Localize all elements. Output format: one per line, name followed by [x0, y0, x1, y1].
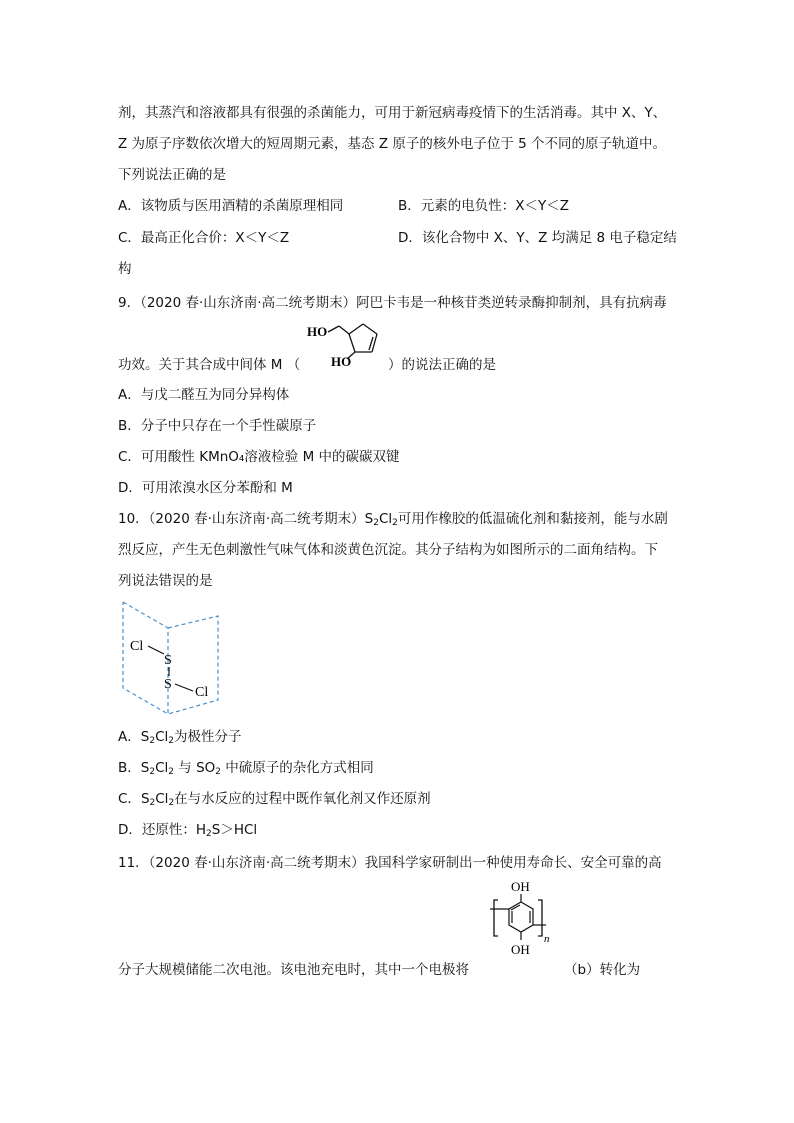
q10-option-d: D．还原性：$H_2S>HCl$	[118, 822, 258, 839]
q10-fig-s-bottom: S	[164, 677, 172, 692]
q8-option-c: C．最高正化合价：X＜Y＜Z	[118, 230, 290, 246]
q8-option-b: B．元素的电负性：X＜Y＜Z	[398, 198, 570, 214]
q9-stem-line2a: 功效。关于其合成中间体 M （	[118, 357, 301, 373]
q10-option-c: C．$S_2Cl_2$在与水反应的过程中既作氧化剂又作还原剂	[118, 791, 431, 808]
q11-polymer-structure	[484, 876, 554, 976]
q10-stem-line1: 10．（2020 春·山东济南·高二统考期末）$S_2Cl_2$可用作橡胶的低温硫化剂和黏接剂，能与水剧	[118, 511, 668, 528]
q11-poly-oh-bottom: OH	[511, 942, 530, 957]
q9-option-b: B．分子中只存在一个手性碳原子	[118, 418, 317, 434]
q11-stem-line2b: （b）转化为	[564, 962, 641, 978]
q8-stem-line2: Z 为原子序数依次增大的短周期元素，基态 Z 原子的核外电子位于 5 个不同的原子轨道中。	[118, 136, 667, 152]
q11-stem-line2a: 分子大规模储能二次电池。该电池充电时，其中一个电极将	[118, 962, 469, 978]
q9-option-c: C．可用酸性 KMnO₄溶液检验 M 中的碳碳双键	[118, 449, 400, 465]
q9-option-d: D．可用浓溴水区分苯酚和 M	[118, 480, 293, 496]
q10-fig-cl-left: Cl	[130, 639, 144, 654]
q9-molecule-m	[305, 312, 385, 374]
q11-stem-line1: 11．（2020 春·山东济南·高二统考期末）我国科学家研制出一种使用寿命长、安全可靠的高	[118, 855, 662, 871]
q11-poly-oh-top: OH	[511, 879, 530, 894]
q9-mol-ho-bottom: HO	[331, 354, 352, 369]
q9-option-a: A．与戊二醛互为同分异构体	[118, 387, 290, 403]
q9-stem-line2b: ）的说法正确的是	[388, 357, 496, 373]
q10-stem-line3: 列说法错误的是	[118, 573, 213, 589]
q10-fig-cl-right: Cl	[195, 685, 209, 700]
q8-stem-line1: 剂，其蒸汽和溶液都具有很强的杀菌能力，可用于新冠病毒疫情下的生活消毒。其中 X、Y、	[118, 105, 667, 121]
q8-option-a: A．该物质与医用酒精的杀菌原理相同	[118, 198, 344, 214]
q8-stem-line3: 下列说法正确的是	[118, 167, 226, 183]
q10-option-b: B．$S_2Cl_2$ 与 $SO_2$ 中硫原子的杂化方式相同	[118, 760, 374, 777]
q8-option-d-cont: 构	[118, 261, 132, 277]
q10-stem-line2: 烈反应，产生无色刺激性气味气体和淡黄色沉淀。其分子结构为如图所示的二面角结构。下	[118, 542, 658, 558]
q9-mol-ho-top: HO	[307, 324, 328, 339]
q10-dihedral-structure	[118, 600, 228, 718]
q8-option-d: D．该化合物中 X、Y、Z 均满足 8 电子稳定结	[398, 230, 677, 246]
q9-stem-line1: 9．（2020 春·山东济南·高二统考期末）阿巴卡韦是一种核苷类逆转录酶抑制剂，具有抗病毒	[118, 295, 667, 311]
q10-fig-s-top: S	[164, 653, 172, 668]
q11-poly-n: n	[544, 933, 550, 945]
q10-option-a: A．$S_2Cl_2$为极性分子	[118, 729, 242, 746]
